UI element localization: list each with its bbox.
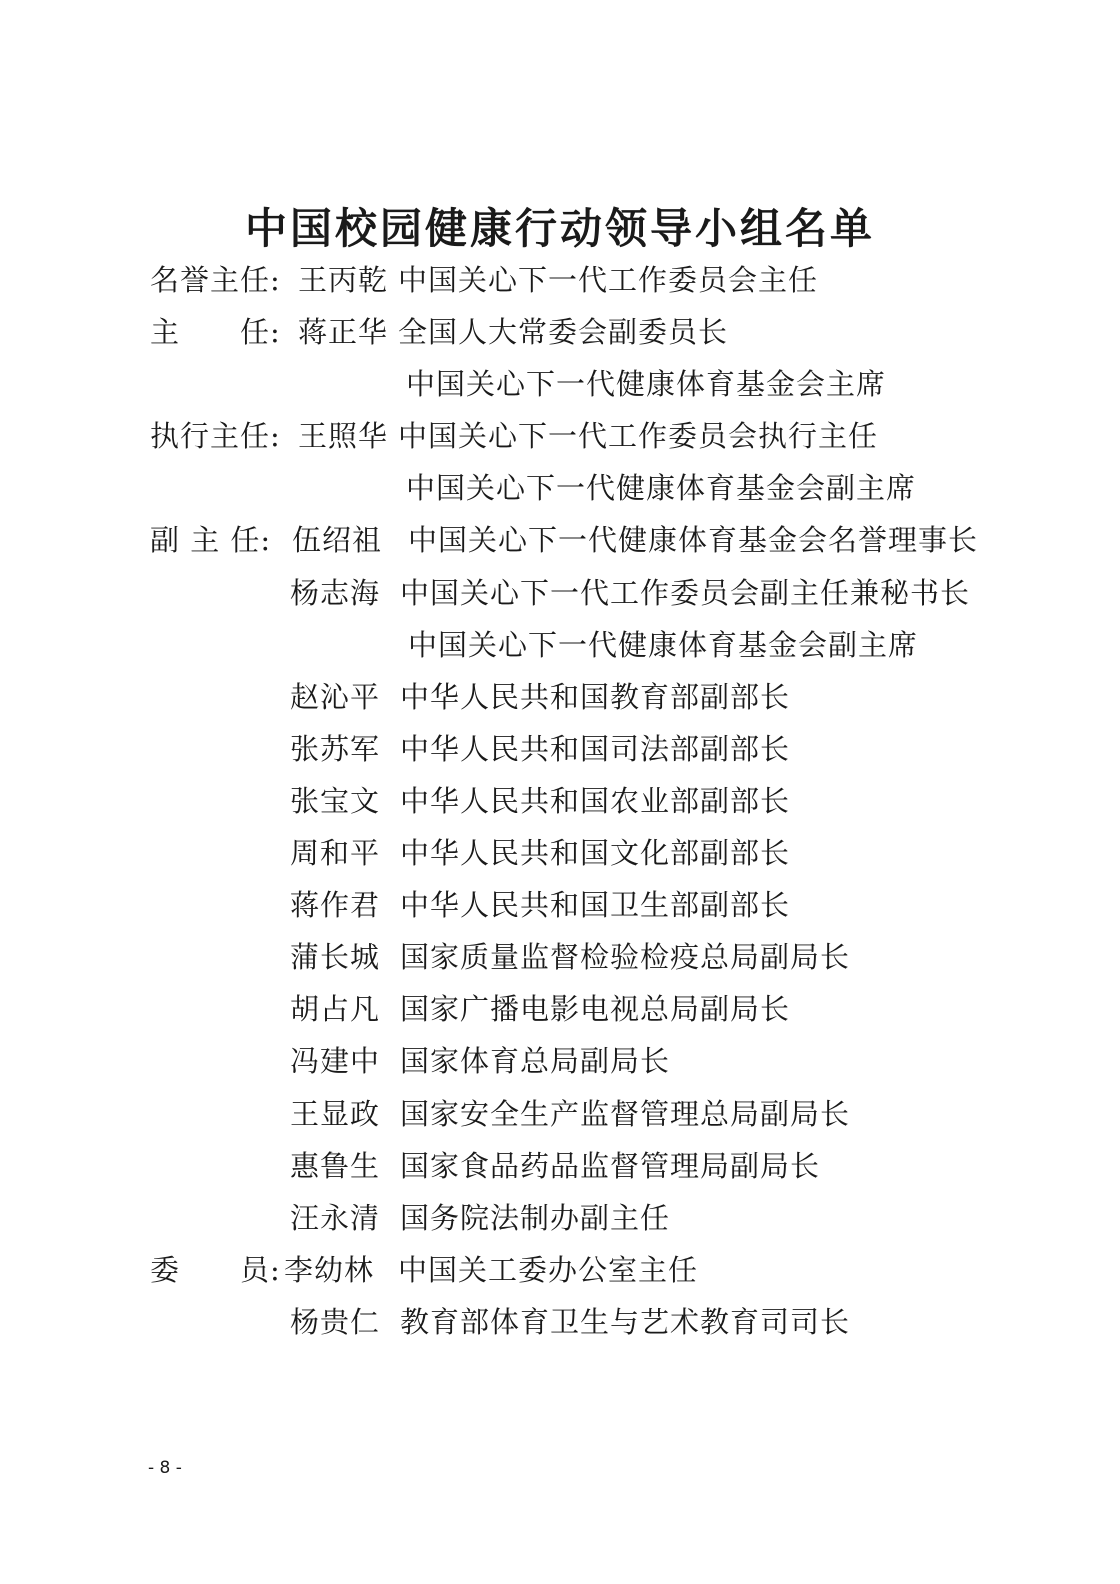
member-duty: 国家质量监督检验检疫总局副局长 — [400, 940, 851, 974]
role-label-executive-director: 执行主任: — [150, 419, 281, 453]
page-number: - 8 - — [148, 1458, 182, 1478]
member-name: 周和平 — [290, 836, 381, 870]
member-duty: 全国人大常委会副委员长 — [398, 315, 729, 349]
member-duty: 中华人民共和国卫生部副部长 — [400, 888, 791, 922]
member-name: 王显政 — [290, 1097, 381, 1131]
member-name: 冯建中 — [290, 1044, 381, 1078]
member-name: 张宝文 — [290, 784, 381, 818]
member-duty: 国家食品药品监督管理局副局长 — [400, 1149, 821, 1183]
member-duty: 中国关心下一代工作委员会主任 — [398, 263, 819, 297]
member-duty: 中国关心下一代工作委员会执行主任 — [398, 419, 879, 453]
role-label-member: 委 员: — [150, 1253, 281, 1287]
member-duty: 中华人民共和国文化部副部长 — [400, 836, 791, 870]
role-label-honorary-director: 名誉主任: — [150, 263, 281, 297]
member-duty: 中华人民共和国农业部副部长 — [400, 784, 791, 818]
member-duty: 中国关心下一代工作委员会副主任兼秘书长 — [400, 576, 971, 610]
member-duty: 国家安全生产监督管理总局副局长 — [400, 1097, 851, 1131]
member-name: 胡占凡 — [290, 992, 381, 1026]
member-duty: 国务院法制办副主任 — [400, 1201, 671, 1235]
member-duty: 中华人民共和国教育部副部长 — [400, 680, 791, 714]
member-duty: 国家体育总局副局长 — [400, 1044, 671, 1078]
role-label-deputy-director: 副 主 任: — [150, 523, 272, 557]
member-duty: 中国关工委办公室主任 — [398, 1253, 699, 1287]
member-duty: 中国关心下一代健康体育基金会主席 — [406, 367, 887, 401]
member-name: 王丙乾 — [298, 263, 389, 297]
member-name: 张苏军 — [290, 732, 381, 766]
member-name: 惠鲁生 — [290, 1149, 381, 1183]
member-name: 蒋作君 — [290, 888, 381, 922]
member-name: 汪永清 — [290, 1201, 381, 1235]
member-name: 蒲长城 — [290, 940, 381, 974]
member-duty: 中国关心下一代健康体育基金会副主席 — [406, 471, 917, 505]
member-duty: 中国关心下一代健康体育基金会名誉理事长 — [408, 523, 979, 557]
member-name: 赵沁平 — [290, 680, 381, 714]
member-name: 伍绍祖 — [292, 523, 383, 557]
member-duty: 中华人民共和国司法部副部长 — [400, 732, 791, 766]
member-name: 杨志海 — [290, 576, 381, 610]
member-duty: 国家广播电影电视总局副局长 — [400, 992, 791, 1026]
member-duty: 中国关心下一代健康体育基金会副主席 — [408, 628, 919, 662]
role-label-director: 主 任: — [150, 315, 281, 349]
member-name: 李幼林 — [284, 1253, 375, 1287]
page-title: 中国校园健康行动领导小组名单 — [244, 204, 875, 253]
member-name: 王照华 — [298, 419, 389, 453]
member-name: 杨贵仁 — [290, 1305, 381, 1339]
member-name: 蒋正华 — [298, 315, 389, 349]
member-duty: 教育部体育卫生与艺术教育司司长 — [400, 1305, 851, 1339]
